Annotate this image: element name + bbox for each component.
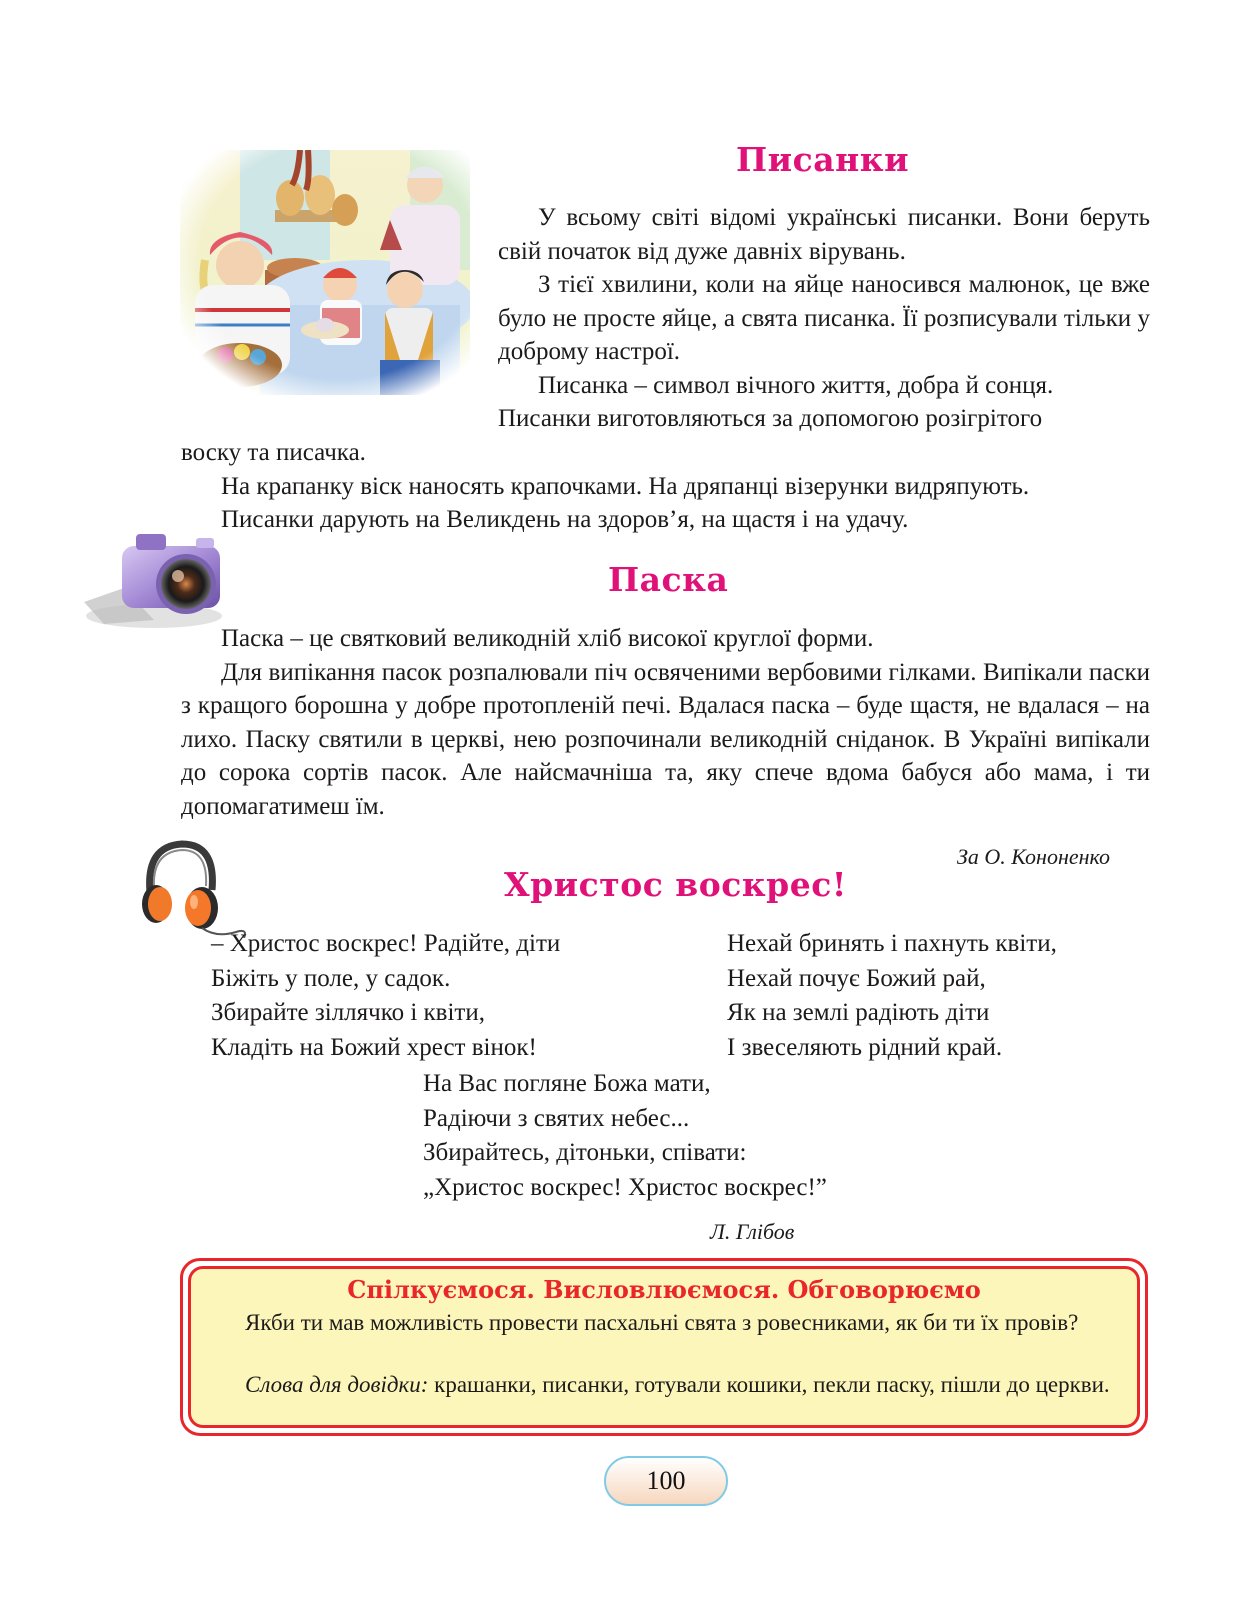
poem-line: На Вас погляне Божа мати,: [423, 1070, 711, 1097]
poem-left-stanza: [211, 927, 560, 1065]
camera-icon: [84, 528, 230, 632]
poem-line: Нехай бринять і пахнуть квіти,: [727, 930, 1057, 957]
hint-words: крашанки, писанки, готували кошики, пекли паску, пішли до церкви.: [428, 1372, 1110, 1397]
discussion-box-title: Спілкуємося. Висловлюємося. Обговорюємо: [347, 1275, 981, 1304]
paska-text: [181, 622, 1150, 823]
hint-label: Слова для довідки:: [245, 1372, 429, 1397]
paska-paragraph-1: Паска – це святковий великодній хліб високої круглої форми.: [221, 625, 874, 652]
poem-line: – Христос воскрес! Радійте, діти: [211, 930, 561, 957]
poem-line: Радіючи з святих небес...: [423, 1104, 690, 1132]
pysanky-paragraph-4: На крапанку віск наносять крапочками. На дряпанці візерунки видряпують.: [221, 472, 1030, 500]
pysanky-paragraph-1: У всьому світі відомі українські писанки. Вони беруть свій початок від дуже давніх вірувань.: [498, 204, 1150, 265]
discussion-hint: [201, 1371, 1123, 1399]
pysanky-paragraph-2: З тієї хвилини, коли на яйце наносився малюнок, це вже було не просте яйце, а свята писанка. Її розписували тільки у доброму настрої.: [498, 271, 1150, 365]
poem-line: Нехай почує Божий рай,: [727, 964, 986, 992]
poem-line: Біжіть у поле, у садок.: [211, 964, 451, 992]
headphones-icon: [136, 838, 248, 938]
discussion-box-inner: [188, 1266, 1140, 1428]
poem-line: Кладіть на Божий хрест вінок!: [211, 1033, 537, 1061]
pysanky-text-lower: [181, 436, 1150, 537]
discussion-box: [180, 1258, 1148, 1436]
discussion-hint-paragraph: [201, 1371, 1123, 1399]
poem-center-stanza: [423, 1067, 827, 1205]
paska-paragraph-2: Для випікання пасок розпалювали піч освяченими вербовими гілками. Випікали паски з кращого борошна у добре протопленій печі. Вдалася паска – буде щастя, не вдалася – на лихо. Паску святили в церкві, нею розпочинали великодній сніданок. В Україні випікали до сорока сортів пасок. Але найсмачніша та, яку спече вдома бабуся або мама, і ти допомагатимеш їм.: [181, 658, 1150, 820]
poem-line: „Христос воскрес! Христос воскрес!”: [423, 1173, 827, 1201]
pysanky-paragraph-3-line-2: Писанки виготовляються за допомогою розігрітого: [498, 405, 1043, 432]
poem-line: Збирайте зіллячко і квіти,: [211, 999, 485, 1026]
poem-right-stanza: [727, 927, 1057, 1065]
poem-line: Збирайтесь, дітоньки, співати:: [423, 1139, 747, 1166]
discussion-question-text: Якби ти мав можливість провести пасхальні свята з ровесниками, як би ти їх провів?: [245, 1310, 1079, 1335]
page-number: 100: [604, 1456, 728, 1506]
paska-author: За О. Кононенко: [957, 844, 1111, 869]
poem-line: І звеселяють рідний край.: [727, 1033, 1003, 1061]
pysanky-text-upper: [498, 201, 1150, 436]
poem-line: Як на землі радіють діти: [727, 999, 990, 1026]
pysanky-paragraph-3-line-3: воску та писачка.: [181, 439, 366, 466]
easter-family-illustration: [180, 150, 470, 395]
poem-author: Л. Глібов: [710, 1219, 795, 1244]
section-title-poem: Христос воскрес!: [504, 865, 847, 904]
pysanky-paragraph-3-line-1: Писанка – символ вічного життя, добра й сонця.: [538, 371, 1054, 399]
discussion-question: [201, 1309, 1123, 1337]
section-title-paska: Паска: [608, 560, 729, 599]
section-title-pysanky: Писанки: [736, 140, 910, 179]
pysanky-paragraph-5: Писанки дарують на Великдень на здоров’я, на щастя і на удачу.: [221, 506, 909, 533]
